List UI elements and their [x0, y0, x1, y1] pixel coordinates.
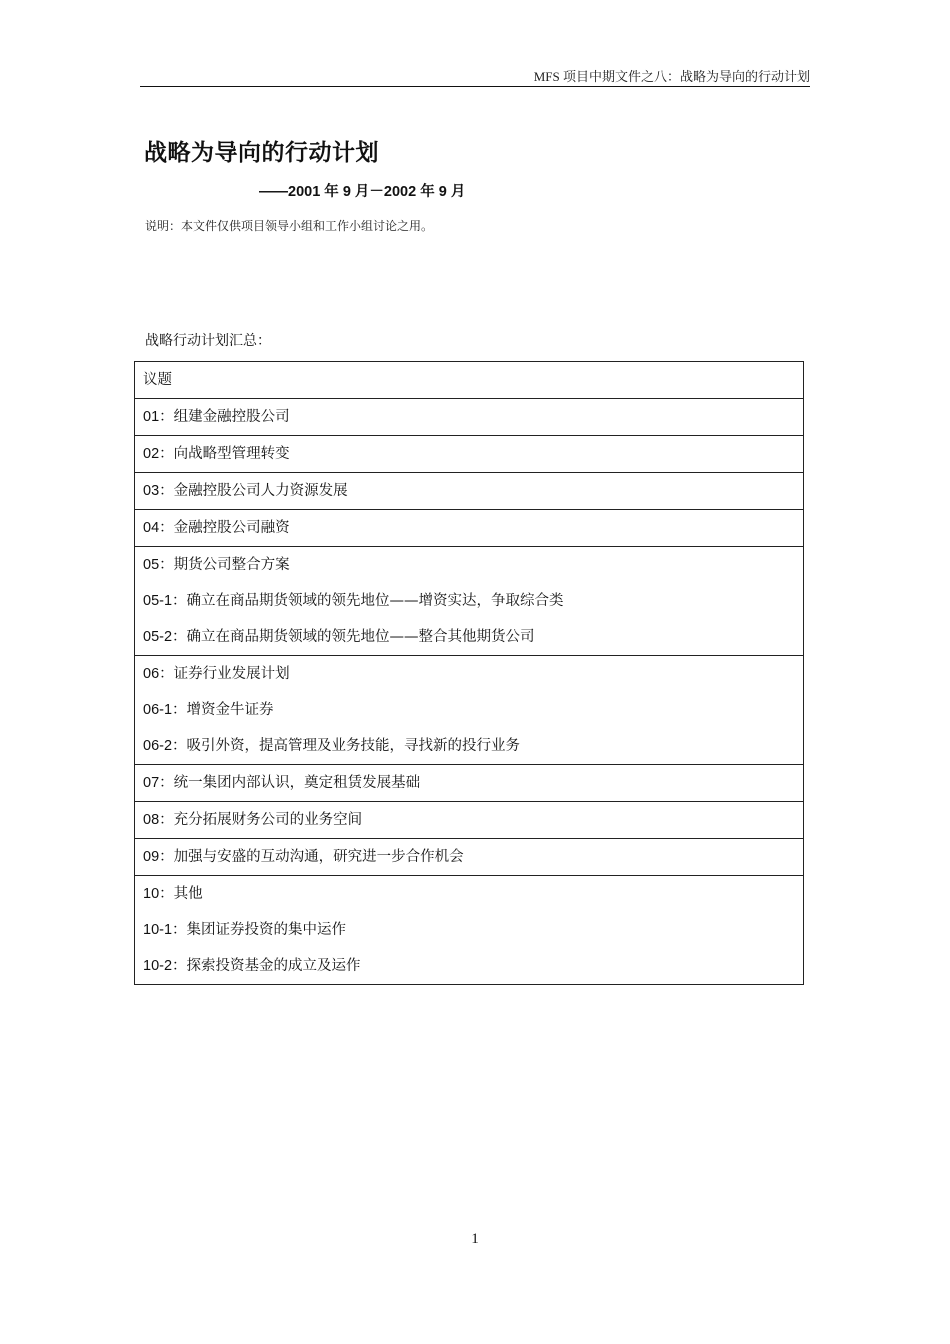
table-cell [135, 399, 804, 436]
agenda-item-number: 06： [143, 666, 174, 682]
agenda-item-number: 10-2： [143, 958, 187, 974]
agenda-item-text: 期货公司整合方案 [173, 557, 290, 573]
agenda-item-number: 09： [143, 849, 174, 865]
table-row [135, 473, 804, 510]
agenda-item-number: 04： [143, 520, 174, 536]
agenda-item-number: 01： [143, 409, 174, 425]
table-cell [135, 765, 804, 802]
agenda-item [143, 876, 795, 912]
table-cell [135, 802, 804, 839]
agenda-item-number: 05-1： [143, 593, 187, 609]
agenda-item [143, 839, 795, 875]
agenda-item-text: 加强与安盛的互动沟通，研究进一步合作机会 [173, 849, 464, 865]
agenda-item [143, 765, 795, 801]
summary-label: 战略行动计划汇总： [145, 333, 271, 349]
table-row [135, 839, 804, 876]
table-cell [135, 656, 804, 765]
page-number: 1 [471, 1231, 479, 1247]
agenda-item-text: 增资金牛证券 [186, 702, 274, 718]
table-row [135, 802, 804, 839]
agenda-item-text: 确立在商品期货领域的领先地位——整合其他期货公司 [186, 629, 535, 645]
agenda-item [143, 802, 795, 838]
agenda-item [143, 656, 795, 692]
table-header-cell [135, 362, 804, 399]
table-row [135, 876, 804, 985]
agenda-item-text: 其他 [173, 886, 203, 902]
document-subtitle: ——2001 年 9 月－2002 年 9 月 [259, 184, 466, 200]
agenda-item [143, 510, 795, 546]
agenda-item [143, 473, 795, 509]
agenda-item-text: 充分拓展财务公司的业务空间 [173, 812, 363, 828]
agenda-item [143, 692, 795, 728]
table-row [135, 436, 804, 473]
table-header-label: 议题 [143, 372, 172, 388]
document-note: 说明：本文件仅供项目领导小组和工作小组讨论之用。 [145, 219, 434, 233]
agenda-item [143, 619, 795, 655]
agenda-item [143, 583, 795, 619]
agenda-item-number: 10： [143, 886, 174, 902]
table-row [135, 399, 804, 436]
document-title: 战略为导向的行动计划 [144, 140, 379, 166]
running-header: MFS 项目中期文件之八：战略为导向的行动计划 [533, 69, 810, 84]
agenda-item-text: 金融控股公司人力资源发展 [173, 483, 348, 499]
action-plan-table [134, 361, 804, 985]
table-cell [135, 436, 804, 473]
agenda-item-number: 05： [143, 557, 174, 573]
agenda-item [143, 912, 795, 948]
agenda-item-number: 07： [143, 775, 174, 791]
table-cell [135, 839, 804, 876]
table-cell [135, 547, 804, 656]
table-cell [135, 473, 804, 510]
header-rule [140, 86, 810, 87]
agenda-item-text: 统一集团内部认识，奠定租赁发展基础 [173, 775, 421, 791]
agenda-item-number: 06-1： [143, 702, 187, 718]
table-row [135, 765, 804, 802]
agenda-item-number: 03： [143, 483, 174, 499]
agenda-item-text: 吸引外资，提高管理及业务技能，寻找新的投行业务 [186, 738, 521, 754]
agenda-item-number: 05-2： [143, 629, 187, 645]
agenda-item [143, 547, 795, 583]
agenda-item [143, 399, 795, 435]
agenda-item-number: 10-1： [143, 922, 187, 938]
agenda-item-number: 08： [143, 812, 174, 828]
agenda-item-text: 组建金融控股公司 [173, 409, 290, 425]
agenda-item-number: 06-2： [143, 738, 187, 754]
agenda-item-text: 集团证券投资的集中运作 [186, 922, 347, 938]
agenda-item-text: 探索投资基金的成立及运作 [186, 958, 361, 974]
agenda-item-number: 02： [143, 446, 174, 462]
table-header-row [135, 362, 804, 399]
agenda-item [143, 948, 795, 984]
agenda-item-text: 向战略型管理转变 [173, 446, 290, 462]
agenda-item-text: 确立在商品期货领域的领先地位——增资实达，争取综合类 [186, 593, 564, 609]
table-cell [135, 876, 804, 985]
table-cell [135, 510, 804, 547]
agenda-item [143, 728, 795, 764]
table-row [135, 656, 804, 765]
table-row [135, 510, 804, 547]
agenda-item-text: 金融控股公司融资 [173, 520, 290, 536]
agenda-item [143, 436, 795, 472]
table-row [135, 547, 804, 656]
agenda-item-text: 证券行业发展计划 [173, 666, 290, 682]
